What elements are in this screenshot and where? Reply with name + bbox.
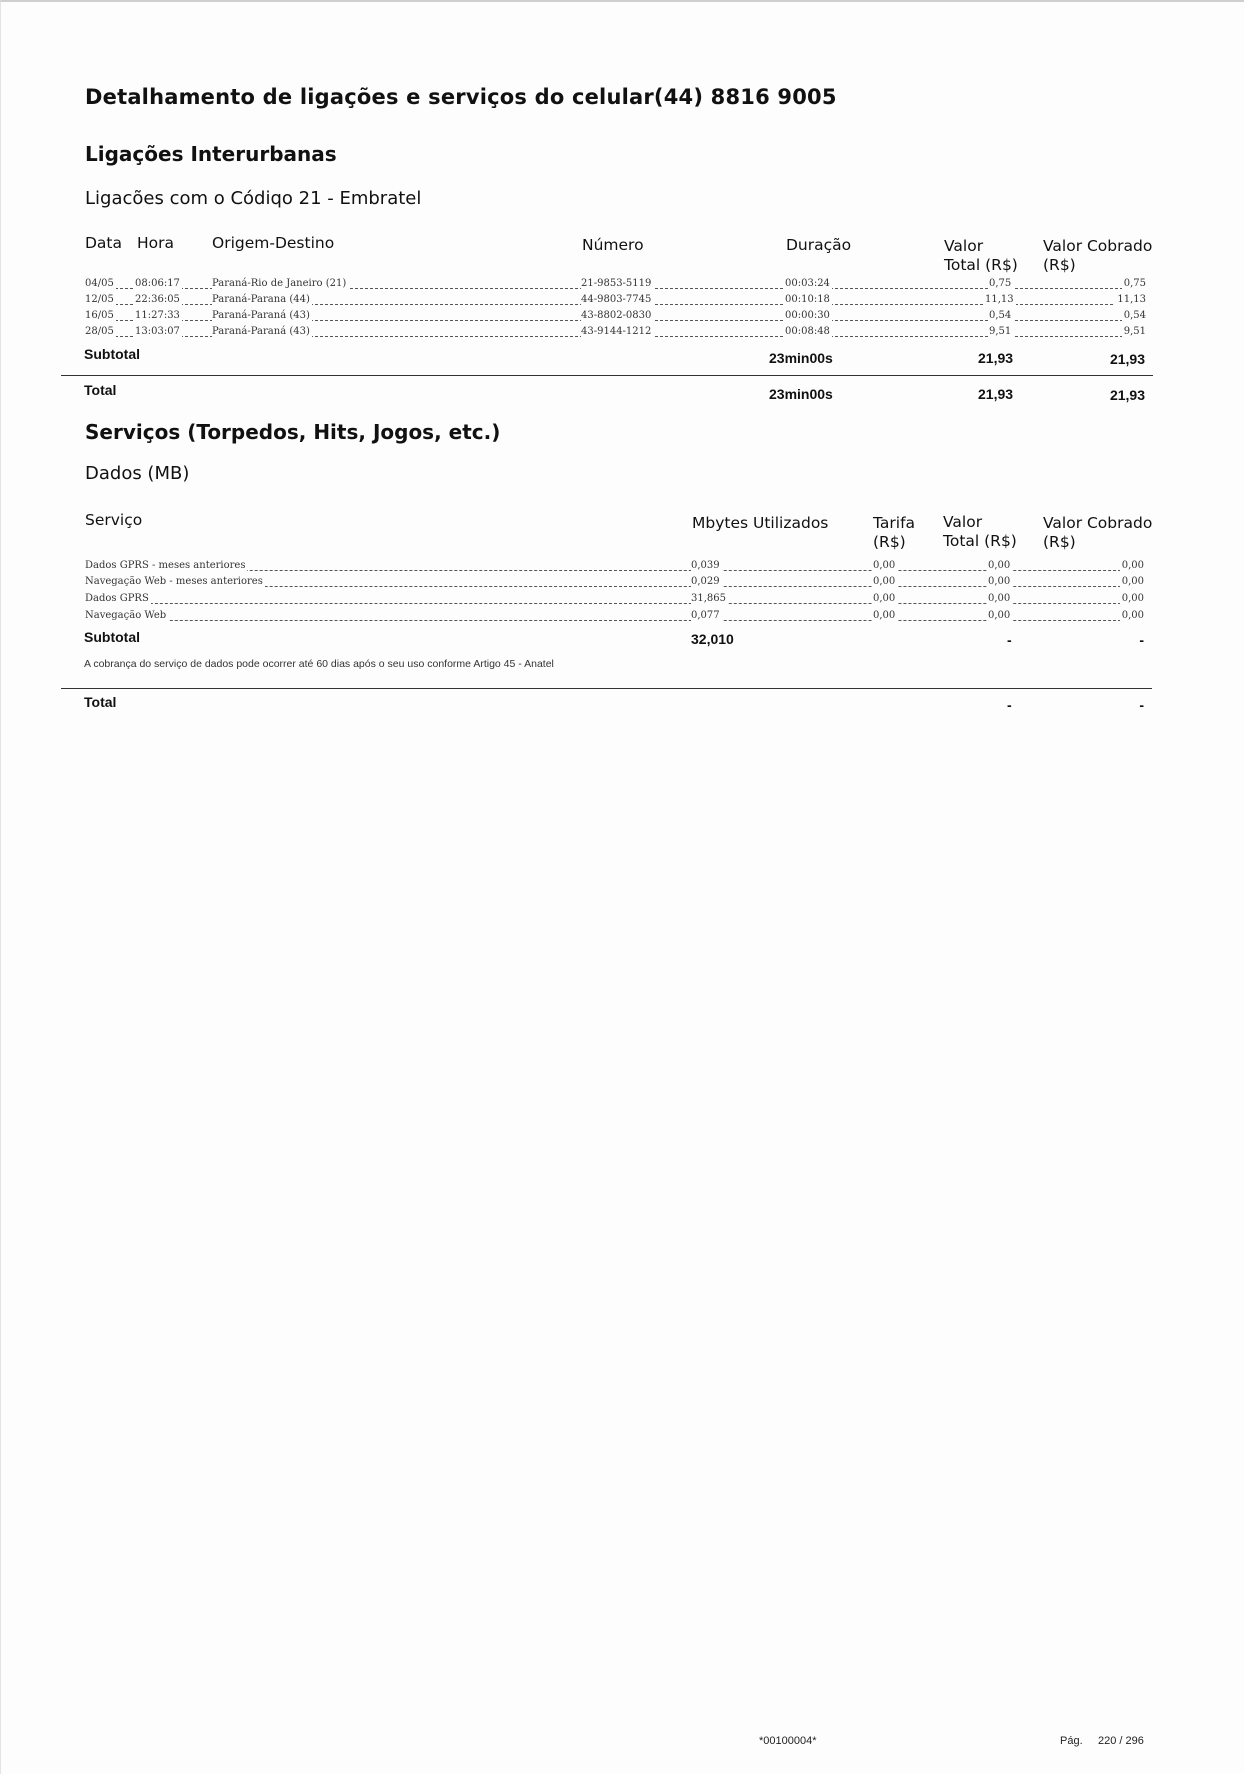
table-row xyxy=(85,560,1146,574)
subsection-title-embratel: Ligacões com o Códiqo 21 - Embratel xyxy=(85,188,422,209)
row-origem: Paraná-Paraná (43) xyxy=(212,310,310,321)
table-row xyxy=(85,326,1148,340)
col-header-data: Data xyxy=(85,234,123,252)
row-data: 04/05 xyxy=(85,278,114,289)
row-total: 0,75 xyxy=(989,278,1012,289)
subsection-title-dados: Dados (MB) xyxy=(85,463,190,484)
row-cobrado: 0,00 xyxy=(1121,610,1144,621)
row-tarifa: 0,00 xyxy=(873,576,896,587)
table-row xyxy=(85,593,1146,607)
row-servico: Dados GPRS - meses anteriores xyxy=(85,560,246,571)
total-total: - xyxy=(1007,697,1012,713)
row-duracao: 00:08:48 xyxy=(785,326,830,337)
col-header-tarifa: Tarifa (R$) xyxy=(873,514,916,551)
col-header-servico: Serviço xyxy=(85,511,143,529)
col-header-hora: Hora xyxy=(137,234,175,252)
row-numero: 43-9144-1212 xyxy=(581,326,652,337)
col-header-numero: Número xyxy=(582,236,644,254)
total-cobrado: 21,93 xyxy=(1109,387,1145,403)
barcode-text: *00100004* xyxy=(759,1735,817,1747)
subtotal-total: - xyxy=(1007,632,1012,648)
subtotal-duracao: 23min00s xyxy=(769,350,833,366)
row-total: 0,00 xyxy=(988,576,1011,587)
row-duracao: 00:10:18 xyxy=(785,294,830,305)
row-origem: Paraná-Paraná (43) xyxy=(212,326,310,337)
table-row xyxy=(85,610,1146,624)
subtotal-mbytes: 32,010 xyxy=(691,631,734,647)
row-tarifa: 0,00 xyxy=(873,610,896,621)
row-cobrado: 0,54 xyxy=(1123,310,1146,321)
subtotal-label: Subtotal xyxy=(84,346,140,362)
row-servico: Dados GPRS xyxy=(85,593,149,604)
row-mbytes: 0,077 xyxy=(691,610,720,621)
divider xyxy=(61,375,1153,376)
subtotal-total: 21,93 xyxy=(978,350,1014,366)
col-header-valor-cobrado: Valor Cobrado (R$) xyxy=(1043,237,1153,274)
divider xyxy=(61,688,1152,689)
row-hora: 11:27:33 xyxy=(135,310,180,321)
row-mbytes: 0,039 xyxy=(691,560,720,571)
table-row xyxy=(85,310,1148,324)
table-row xyxy=(85,278,1148,292)
row-total: 9,51 xyxy=(989,326,1012,337)
row-tarifa: 0,00 xyxy=(873,593,896,604)
row-origem: Paraná-Rio de Janeiro (21) xyxy=(212,278,347,289)
row-data: 16/05 xyxy=(85,310,114,321)
section-title-servicos: Serviços (Torpedos, Hits, Jogos, etc.) xyxy=(85,420,501,444)
table-row xyxy=(85,294,1148,308)
col-header-mbytes: Mbytes Utilizados xyxy=(692,514,829,532)
total-total: 21,93 xyxy=(978,386,1014,402)
col-header-valor-cobrado: Valor Cobrado (R$) xyxy=(1043,514,1153,551)
row-total: 0,00 xyxy=(988,560,1011,571)
row-cobrado: 0,00 xyxy=(1121,576,1144,587)
data-charge-note: A cobrança do serviço de dados pode ocorrer até 60 dias após o seu uso conforme Artigo 45 - Anatel xyxy=(84,658,554,670)
row-total: 0,00 xyxy=(988,593,1011,604)
row-total: 11,13 xyxy=(985,294,1014,305)
row-cobrado: 0,00 xyxy=(1121,560,1144,571)
row-origem: Paraná-Parana (44) xyxy=(212,294,310,305)
total-label: Total xyxy=(84,694,117,710)
row-cobrado: 0,75 xyxy=(1123,278,1146,289)
row-duracao: 00:03:24 xyxy=(785,278,830,289)
row-cobrado: 11,13 xyxy=(1117,294,1146,305)
col-header-valor-total: Valor Total (R$) xyxy=(943,513,1017,550)
row-duracao: 00:00:30 xyxy=(785,310,830,321)
row-tarifa: 0,00 xyxy=(873,560,896,571)
row-numero: 44-9803-7745 xyxy=(581,294,652,305)
subtotal-cobrado: - xyxy=(1139,632,1144,648)
row-cobrado: 0,00 xyxy=(1121,593,1144,604)
row-hora: 22:36:05 xyxy=(135,294,180,305)
col-header-duracao: Duração xyxy=(786,236,852,254)
page-title: Detalhamento de ligações e serviços do celular(44) 8816 9005 xyxy=(85,85,837,109)
page-number: 220 / 296 xyxy=(1098,1735,1144,1747)
row-data: 28/05 xyxy=(85,326,114,337)
row-mbytes: 31,865 xyxy=(691,593,726,604)
row-total: 0,54 xyxy=(989,310,1012,321)
table-row xyxy=(85,576,1146,590)
row-hora: 13:03:07 xyxy=(135,326,180,337)
row-servico: Navegação Web - meses anteriores xyxy=(85,576,263,587)
row-hora: 08:06:17 xyxy=(135,278,180,289)
col-header-valor-total: Valor Total (R$) xyxy=(944,237,1018,274)
total-cobrado: - xyxy=(1139,697,1144,713)
subtotal-label: Subtotal xyxy=(84,629,140,645)
row-numero: 21-9853-5119 xyxy=(581,278,652,289)
row-total: 0,00 xyxy=(988,610,1011,621)
section-title-ligacoes: Ligações Interurbanas xyxy=(85,142,337,166)
subtotal-cobrado: 21,93 xyxy=(1109,351,1145,367)
page-label: Pág. xyxy=(1060,1735,1083,1747)
row-data: 12/05 xyxy=(85,294,114,305)
col-header-origem: Origem-Destino xyxy=(212,234,335,252)
row-mbytes: 0,029 xyxy=(691,576,720,587)
total-label: Total xyxy=(84,382,117,398)
row-numero: 43-8802-0830 xyxy=(581,310,652,321)
total-duracao: 23min00s xyxy=(769,386,833,402)
row-cobrado: 9,51 xyxy=(1123,326,1146,337)
row-servico: Navegação Web xyxy=(85,610,167,621)
